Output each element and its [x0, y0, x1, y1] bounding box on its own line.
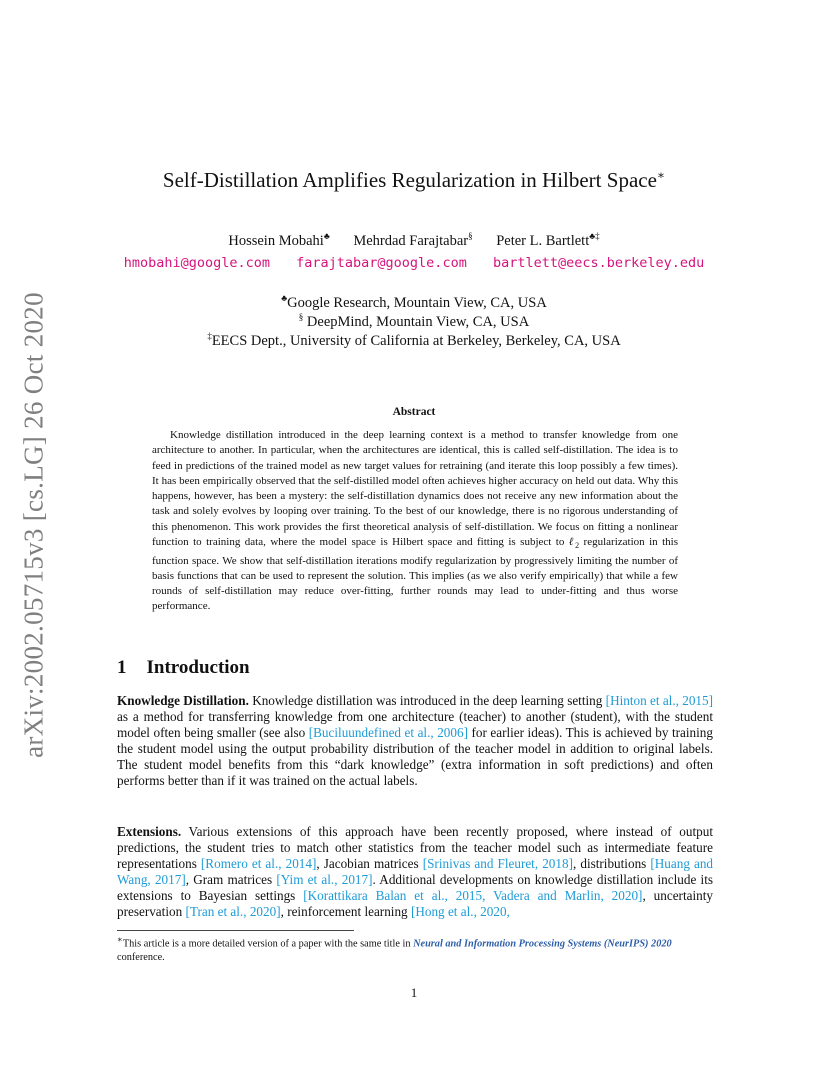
section-heading	[117, 657, 250, 679]
citation-link[interactable]: [Korattikara Balan et al., 2015, Vadera and Marlin, 2020]	[303, 888, 643, 904]
affiliation: ♣Google Research, Mountain View, CA, USA	[281, 293, 547, 311]
affiliation: § DeepMind, Mountain View, CA, USA	[298, 312, 530, 330]
title-text: Self-Distillation Amplifies Regularization in Hilbert Space	[162, 168, 657, 192]
citation-link[interactable]: [Srinivas and Fleuret, 2018]	[422, 856, 573, 872]
paragraph-extensions: Extensions. Various extensions of this approach have been recently proposed, where instead of output predictions, the student tries to match other statistics from the teacher model such as intermediate feature representations [Romero et al., 2014], Jacobian matrices [Srinivas and Fleuret, 2018], distributions [Huang and Wang, 2017], Gram matrices [Yim et al., 2017]. Additional developments on knowledge distillation include its extensions to Bayesian settings [Korattikara Balan et al., 2015, Vadera and Marlin, 2020], uncertainty preservation [Tran et al., 2020], reinforcement learning [Hong et al., 2020,	[117, 824, 714, 920]
paragraph-heading: Knowledge Distillation.	[117, 693, 249, 708]
abstract-body: Knowledge distillation introduced in the deep learning context is a method to transfer knowledge from one architecture to another. In particular, when the architectures are identical, this is called self-distillation. The idea is to feed in predictions of the trained model as new target values for retraining (and iterate this loop possibly a few times). It has been empirically observed that the self-distilled model often achieves higher accuracy on held out data. Why this happens, however, has been a mystery: the self-distillation dynamics does not receive any new information about the task and solely evolves by looping over training. To the best of our knowledge, there is no rigorous understanding of this phenomenon. This work provides the first theoretical analysis of self-distillation. We focus on fitting a nonlinear function to training data, where the model space is Hilbert space and fitting is subject to ℓ$_2$ regularization in this function space. We show that self-distillation iterations modify regularization by progressively limiting the number of basis functions that can be used to represent the solution. This implies (as we also verify empirically) that while a few rounds of self-distillation may reduce over-fitting, further rounds may lead to under-fitting and thus worse performance.	[152, 429, 678, 613]
affiliation: ‡EECS Dept., University of California at Berkeley, Berkeley, CA, USA	[207, 331, 621, 349]
email-link[interactable]: hmobahi@google.com	[123, 255, 270, 271]
citation-link[interactable]: [Huang and Wang, 2017]	[117, 856, 714, 888]
paper-title	[0, 168, 828, 193]
footnote: ∗This article is a more detailed version of a paper with the same title in Neural and Information Processing Systems (NeurIPS) 2020 conference.	[117, 934, 672, 964]
citation-link[interactable]: [Buciluundefined et al., 2006]	[308, 725, 468, 741]
citation-link[interactable]: [Hinton et al., 2015]	[605, 693, 713, 708]
citation-link[interactable]: [Tran et al., 2020]	[185, 904, 281, 920]
arxiv-identifier: arXiv:2002.05715v3 [cs.LG] 26 Oct 2020	[18, 292, 49, 758]
author-list	[0, 231, 828, 250]
abstract-heading: Abstract	[392, 406, 436, 418]
arxiv-sidebar	[4, 290, 64, 760]
section-title: Introduction	[146, 657, 250, 678]
citation-link[interactable]: [Yim et al., 2017]	[276, 872, 373, 888]
section-number: 1	[117, 657, 127, 678]
citation-link[interactable]: [Hong et al., 2020,	[410, 904, 510, 920]
page-number: 1	[410, 985, 418, 1000]
email-list	[0, 255, 828, 271]
email-link[interactable]: farajtabar@google.com	[296, 255, 467, 271]
email-link[interactable]: bartlett@eecs.berkeley.edu	[492, 255, 705, 271]
title-footnote-mark: ∗	[656, 168, 666, 182]
venue-link[interactable]: Neural and Information Processing Systems (NeurIPS) 2020	[413, 938, 672, 950]
author: Hossein Mobahi♣	[228, 231, 330, 249]
citation-link[interactable]: [Romero et al., 2014]	[200, 856, 317, 872]
author: Mehrdad Farajtabar§	[353, 231, 473, 249]
paragraph-knowledge-distillation: Knowledge Distillation. Knowledge distillation was introduced in the deep learning setting [Hinton et al., 2015] as a method for transferring knowledge from one architecture (teacher) to another (student), with the student model often being smaller (see also [Buciluundefined et al., 2006] for earlier ideas). This is achieved by training the student model using the output probability distribution of the teacher model in addition to original labels. The student model benefits from this “dark knowledge” (extra information in soft predictions) and often performs better than if it was trained on the actual labels.	[117, 693, 713, 789]
author: Peter L. Bartlett♣‡	[496, 231, 600, 249]
footnote-rule	[117, 930, 354, 931]
paragraph-heading: Extensions.	[117, 824, 182, 839]
